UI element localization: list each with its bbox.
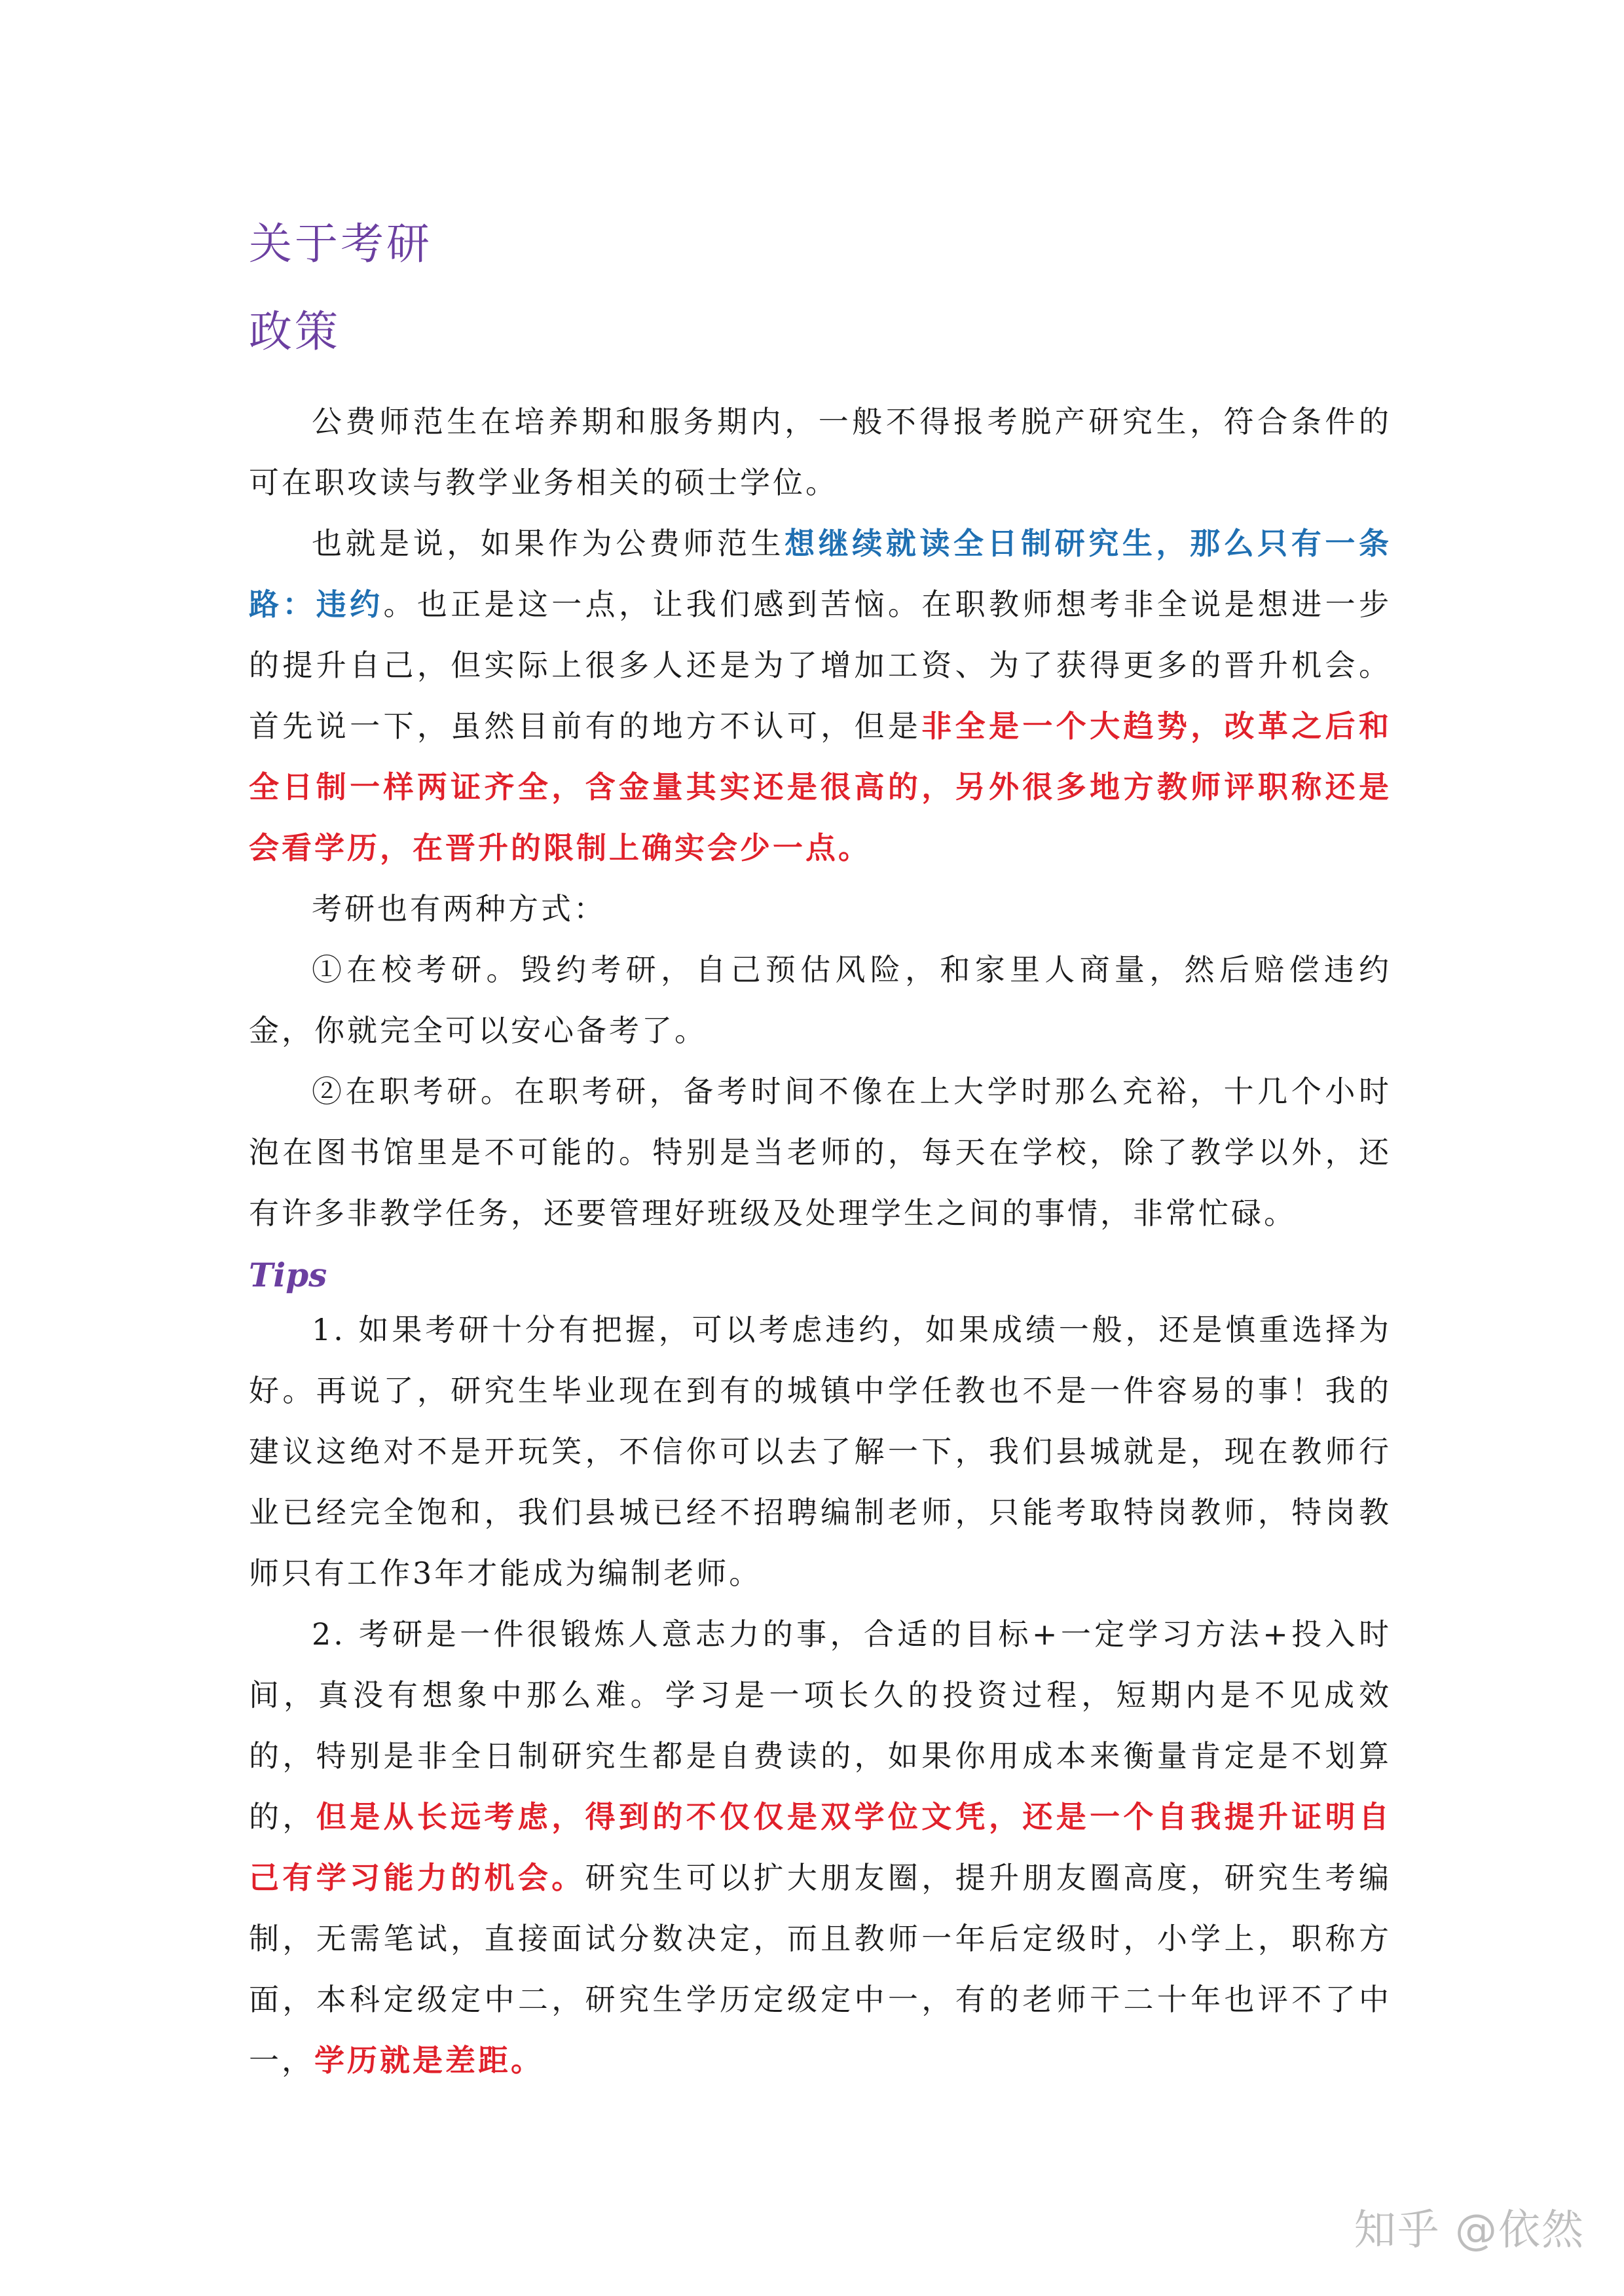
paragraph-two-ways: 考研也有两种方式： — [312, 890, 606, 926]
document-page — [249, 196, 1392, 2091]
text-segment: 也就是说，如果作为公费师范生 — [312, 525, 785, 561]
red-emphasis: 学历就是差距。 — [314, 2042, 544, 2078]
text-segment: 。也正是这一点，让我们感到苦恼。在职教师想考非全说是想进一步的提升自己，但实际上很多人还是为了增加工资、为了获得更多的晋升机会。首先说一下，虽然目前有的地方不认可，但是 — [249, 586, 1392, 744]
text-segment: 研究生可以扩大朋友圈，提升朋友圈高度，研究生考编制，无需笔试，直接面试分数决定，而且教师一年后定级时，小学上，职称方面，本科定级定中二，研究生学历定级定中一，有的老师干二十年也评不了中一， — [249, 1859, 1392, 2078]
zhihu-watermark: 知乎 @依然 — [1354, 2206, 1585, 2255]
text-segment: 2. 考研是一件很锻炼人意志力的事，合适的目标+一定学习方法+投入时间，真没有想象中那么难。学习是一项长久的投资过程，短期内是不见成效的，特别是非全日制研究生都是自费读的，如果你用成本来衡量肯定是不划算的， — [249, 1616, 1392, 1834]
paragraph-on-campus: ①在校考研。毁约考研，自己预估风险，和家里人商量，然后赔偿违约金，你就完全可以安心备考了。 — [249, 951, 1392, 1048]
tip-1: 1. 如果考研十分有把握，可以考虑违约，如果成绩一般，还是慎重选择为好。再说了，研究生毕业现在到有的城镇中学任教也不是一件容易的事！我的建议这绝对不是开玩笑，不信你可以去了解一下，我们县城就是，现在教师行业已经完全饱和，我们县城已经不招聘编制老师，只能考取特岗教师，特岗教师只有工作3年才能成为编制老师。 — [249, 1311, 1392, 1591]
red-emphasis: 非全是一个大趋势，改革之后和全日制一样两证齐全，含金量其实还是很高的，另外很多地方教师评职称还是会看学历，在晋升的限制上确实会少一点。 — [249, 708, 1392, 866]
tip-2 — [249, 1604, 1392, 2091]
paragraph-policy: 公费师范生在培养期和服务期内，一般不得报考脱产研究生，符合条件的可在职攻读与教学业务相关的硕士学位。 — [249, 403, 1392, 500]
paragraph-explanation — [249, 513, 1392, 879]
tips-heading: Tips — [249, 1255, 327, 1294]
heading-about-exam: 关于考研 — [249, 219, 432, 269]
blue-emphasis: 想继续就读全日制研究生，那么只有一条路：违约 — [249, 525, 1392, 622]
red-emphasis: 但是从长远考虑，得到的不仅仅是双学位文凭，还是一个自我提升证明自己有学习能力的机会。 — [249, 1798, 1392, 1895]
paragraph-on-job: ②在职考研。在职考研，备考时间不像在上大学时那么充裕，十几个小时泡在图书馆里是不可能的。特别是当老师的，每天在学校，除了教学以外，还有许多非教学任务，还要管理好班级及处理学生之间的事情，非常忙碌。 — [249, 1073, 1392, 1231]
heading-policy: 政策 — [249, 306, 341, 357]
